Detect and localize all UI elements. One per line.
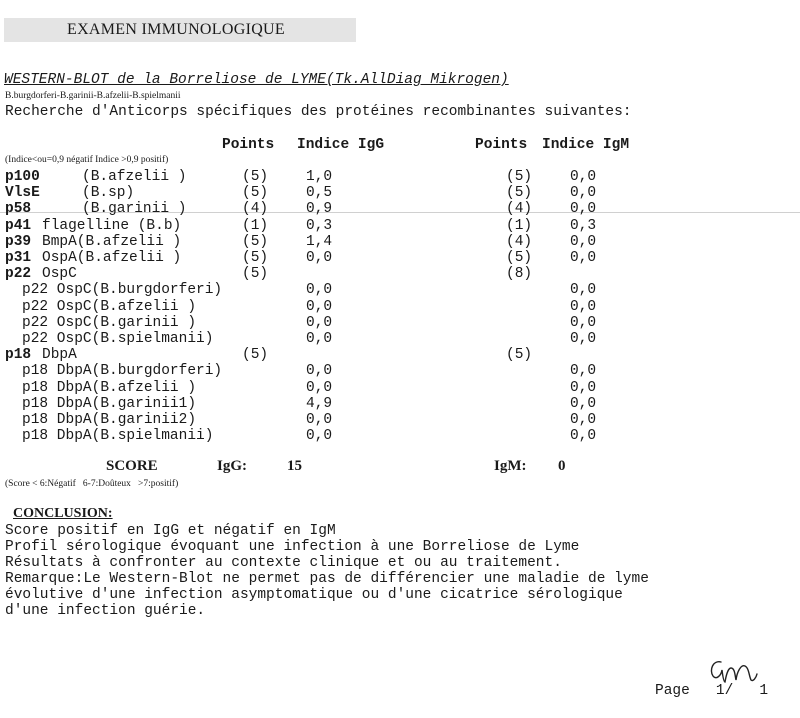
points-igg-cell: (4): [242, 201, 269, 218]
sub-protein-description: p18 DbpA(B.garinii2): [22, 412, 197, 428]
indice-igg-cell: 0,0: [306, 250, 333, 266]
igg-score-label: IgG:: [217, 458, 247, 474]
points-igg-cell: (5): [242, 266, 269, 283]
points-igm-cell: (4): [506, 201, 533, 218]
protein-description: flagelline (B.b): [42, 217, 182, 234]
igm-score-value: 0: [558, 458, 566, 474]
points-igg-cell: (1): [242, 217, 269, 234]
indice-igm-cell: 0,3: [570, 217, 597, 234]
protein-code: p39: [5, 233, 32, 250]
points-igm-cell: (1): [506, 217, 533, 234]
protein-description: (B.garinii ): [82, 201, 187, 218]
score-label: SCORE: [106, 458, 158, 474]
indice-igg-cell: 1,4: [306, 233, 333, 250]
protein-code: p18: [5, 347, 32, 364]
sub-protein-description: p22 OspC(B.afzelii ): [22, 298, 197, 315]
indice-igg-cell: 4,9: [306, 395, 333, 412]
sub-protein-description: p18 DbpA(B.spielmanii): [22, 428, 214, 445]
indice-igg-cell: 1,0: [306, 169, 333, 185]
sub-protein-description: p22 OspC(B.spielmanii): [22, 331, 214, 347]
indice-igm-cell: 0,0: [570, 282, 597, 299]
indice-igm-cell: 0,0: [570, 314, 597, 331]
igm-score-label: IgM:: [494, 458, 527, 474]
indice-igg-cell: 0,0: [306, 298, 333, 315]
indice-igm-cell: 0,0: [570, 233, 597, 250]
indice-igm-cell: 0,0: [570, 185, 597, 202]
protein-description: (B.afzelii ): [82, 169, 187, 185]
exam-title: EXAMEN IMMUNOLOGIQUE: [67, 21, 285, 38]
protein-code: p41: [5, 217, 32, 234]
indice-igg-cell: 0,0: [306, 363, 333, 380]
points-igg-cell: (5): [242, 185, 269, 202]
protein-code: VlsE: [5, 185, 40, 202]
points-igg-cell: (5): [242, 347, 269, 364]
conclusion-line: Profil sérologique évoquant une infection à une Borreliose de Lyme: [5, 539, 580, 555]
indice-igm-cell: 0,0: [570, 250, 597, 266]
western-blot-title: WESTERN-BLOT de la Borreliose de LYME(Tk.AllDiag Mikrogen): [4, 72, 509, 88]
indice-igg-cell: 0,9: [306, 201, 333, 218]
indice-igg-cell: 0,0: [306, 282, 333, 299]
indice-igg-cell: 0,0: [306, 331, 333, 347]
points-igm-cell: (5): [506, 185, 533, 202]
points-igg-cell: (5): [242, 169, 269, 185]
protein-description: OspA(B.afzelii ): [42, 250, 182, 266]
sub-protein-description: p18 DbpA(B.burgdorferi): [22, 363, 223, 380]
indice-igm-cell: 0,0: [570, 298, 597, 315]
indice-igm-cell: 0,0: [570, 201, 597, 218]
points-igm-cell: (4): [506, 233, 533, 250]
species-line: B.burgdorferi-B.garinii-B.afzelii-B.spielmanii: [5, 91, 181, 101]
conclusion-line: Résultats à confronter au contexte clinique et ou au traitement.: [5, 555, 562, 571]
conclusion-title: CONCLUSION:: [13, 506, 113, 521]
points-igm-cell: (5): [506, 169, 533, 185]
points-igm-cell: (5): [506, 250, 533, 266]
recherche-line: Recherche d'Anticorps spécifiques des protéines recombinantes suivantes:: [5, 104, 632, 120]
points-igm-cell: (5): [506, 347, 533, 364]
indice-igm-cell: 0,0: [570, 379, 597, 396]
indice-igm-cell: 0,0: [570, 412, 597, 428]
indice-igm-cell: 0,0: [570, 428, 597, 445]
indice-igm-cell: 0,0: [570, 363, 597, 380]
sub-protein-description: p22 OspC(B.garinii ): [22, 314, 197, 331]
header-points-igg: Points: [222, 137, 275, 153]
sub-protein-description: p18 DbpA(B.afzelii ): [22, 379, 197, 396]
indice-legend: (Indice<ou=0,9 négatif Indice >0,9 positif): [5, 155, 169, 165]
indice-igg-cell: 0,0: [306, 428, 333, 445]
page-number: Page 1/ 1: [655, 683, 769, 699]
header-points-igm: Points: [475, 137, 528, 153]
indice-igm-cell: 0,0: [570, 331, 597, 347]
header-indice-igm: Indice IgM: [542, 137, 630, 153]
points-igm-cell: (8): [506, 266, 533, 283]
points-igg-cell: (5): [242, 250, 269, 266]
indice-igm-cell: 0,0: [570, 395, 597, 412]
protein-description: (B.sp): [82, 185, 135, 202]
indice-igg-cell: 0,5: [306, 185, 333, 202]
conclusion-line: Score positif en IgG et négatif en IgM: [5, 523, 336, 539]
protein-description: BmpA(B.afzelii ): [42, 233, 182, 250]
score-legend: (Score < 6:Négatif 6-7:Doûteux >7:positif): [5, 479, 179, 489]
igg-score-value: 15: [287, 458, 302, 474]
header-indice-igg: Indice IgG: [297, 137, 385, 153]
conclusion-line: d'une infection guérie.: [5, 603, 206, 619]
protein-code: p22: [5, 266, 32, 283]
indice-igg-cell: 0,0: [306, 314, 333, 331]
protein-code: p100: [5, 169, 40, 185]
indice-igg-cell: 0,3: [306, 217, 333, 234]
conclusion-line: évolutive d'une infection asymptomatique ou d'une cicatrice sérologique: [5, 587, 623, 603]
protein-description: DbpA: [42, 347, 77, 364]
conclusion-line: Remarque:Le Western-Blot ne permet pas de différencier une maladie de lyme: [5, 571, 649, 587]
points-igg-cell: (5): [242, 233, 269, 250]
sub-protein-description: p18 DbpA(B.garinii1): [22, 395, 197, 412]
indice-igg-cell: 0,0: [306, 412, 333, 428]
indice-igg-cell: 0,0: [306, 379, 333, 396]
protein-code: p58: [5, 201, 32, 218]
protein-description: OspC: [42, 266, 77, 283]
protein-code: p31: [5, 250, 32, 266]
indice-igm-cell: 0,0: [570, 169, 597, 185]
sub-protein-description: p22 OspC(B.burgdorferi): [22, 282, 223, 299]
